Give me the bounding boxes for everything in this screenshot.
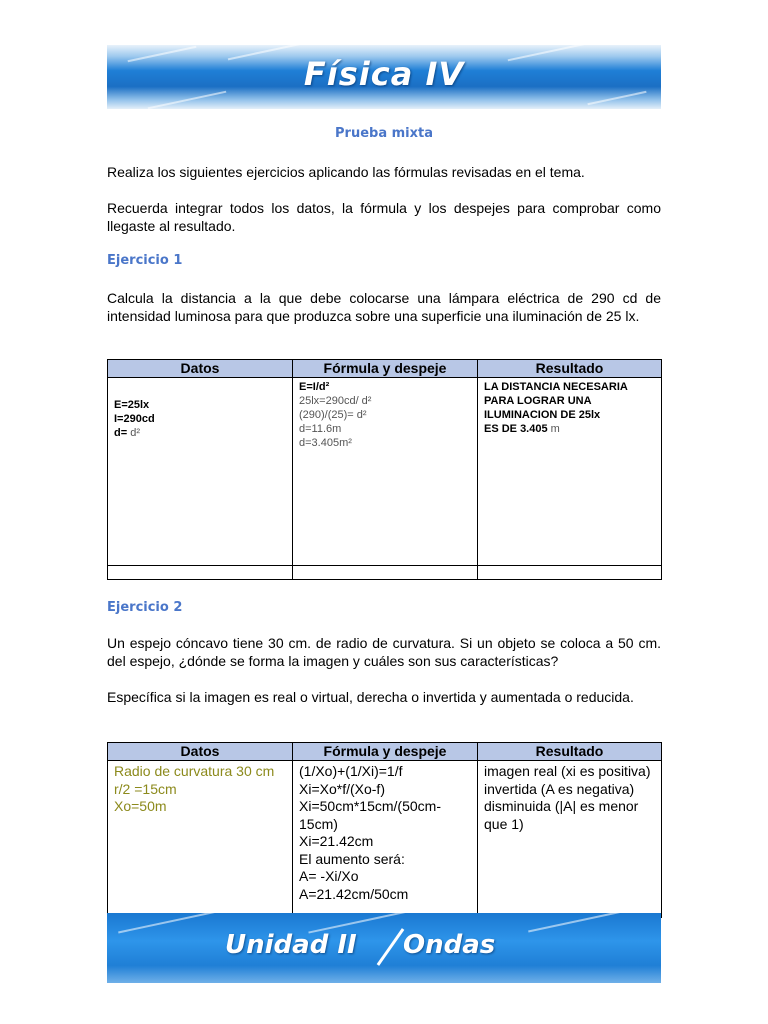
resultado-cell: [478, 378, 662, 566]
formula-line: (1/Xo)+(1/Xi)=1/f: [299, 763, 403, 779]
formula-line: El aumento será:: [299, 850, 405, 867]
resultado-line: LA DISTANCIA NECESARIA: [484, 381, 628, 393]
datos-line: I=290cd: [114, 413, 155, 425]
formula-line: A= -Xi/Xo: [299, 868, 359, 884]
datos-cell: [108, 378, 293, 566]
formula-cell: [293, 378, 478, 566]
footer-divider: [377, 928, 405, 966]
resultado-line: disminuida (|A| es menor que 1): [484, 798, 639, 832]
datos-line: d= d²: [114, 427, 140, 439]
datos-line: Radio de curvatura 30 cm: [114, 763, 275, 779]
table-header-resultado: Resultado: [478, 360, 662, 378]
table-header-resultado: Resultado: [478, 743, 662, 761]
banner-title: Física IV: [303, 55, 465, 93]
resultado-line: invertida (A es negativa): [484, 780, 635, 797]
resultado-cell: [478, 761, 662, 918]
exercise2-instruction: Específica si la imagen es real o virtual, derecha o invertida y aumentada o reducida.: [107, 689, 634, 705]
formula-line: 25lx=290cd/ d²: [299, 395, 372, 407]
formula-line: d=11.6m: [299, 423, 342, 435]
table-header-datos: Datos: [108, 360, 293, 378]
empty-cell: [478, 566, 662, 580]
datos-line: r/2 =15cm: [114, 780, 177, 797]
table-header-datos: Datos: [108, 743, 293, 761]
resultado-line: ILUMINACION DE 25lx: [484, 409, 601, 421]
exercise1-heading: Ejercicio 1: [107, 253, 183, 268]
instruction-paragraph: Recuerda integrar todos los datos, la fórmula y los despejes para comprobar como llegaste al resultado.: [107, 200, 661, 234]
formula-cell: [293, 761, 478, 918]
document-subtitle: Prueba mixta: [335, 126, 433, 141]
footer-topic-label: Ondas: [403, 930, 496, 960]
table-header-formula: Fórmula y despeje: [293, 360, 478, 378]
datos-cell: [108, 761, 293, 918]
formula-line: Xi=21.42cm: [299, 833, 374, 849]
formula-main: E=I/d²: [299, 381, 330, 393]
formula-line: d=3.405m²: [299, 437, 352, 449]
formula-line: A=21.42cm/50cm: [299, 885, 409, 902]
exercise2-statement: Un espejo cóncavo tiene 30 cm. de radio de curvatura. Si un objeto se coloca a 50 cm. del espejo, ¿dónde se forma la imagen y cuáles son sus características?: [107, 635, 661, 669]
footer-banner: [107, 913, 661, 983]
exercise1-statement: Calcula la distancia a la que debe colocarse una lámpara eléctrica de 290 cd de intensidad luminosa para que produzca sobre una superficie una iluminación de 25 lx.: [107, 290, 661, 324]
resultado-line: PARA LOGRAR UNA: [484, 395, 592, 407]
intro-paragraph: Realiza los siguientes ejercicios aplicando las fórmulas revisadas en el tema.: [107, 164, 585, 180]
table-header-formula: Fórmula y despeje: [293, 743, 478, 761]
empty-cell: [293, 566, 478, 580]
exercise2-table: [107, 742, 662, 918]
footer-unit-label: Unidad II: [225, 930, 357, 960]
datos-line: E=25lx: [114, 399, 150, 411]
formula-line: Xi=Xo*f/(Xo-f): [299, 780, 385, 797]
resultado-line: imagen real (xi es positiva): [484, 763, 651, 779]
exercise2-heading: Ejercicio 2: [107, 600, 183, 615]
resultado-line: ES DE 3.405 m: [484, 423, 560, 435]
header-banner: [107, 45, 661, 109]
exercise1-table: [107, 359, 662, 580]
formula-line: Xi=50cm*15cm/(50cm-15cm): [299, 798, 441, 832]
formula-line: (290)/(25)= d²: [299, 409, 367, 421]
datos-line: Xo=50m: [114, 798, 167, 814]
empty-cell: [108, 566, 293, 580]
